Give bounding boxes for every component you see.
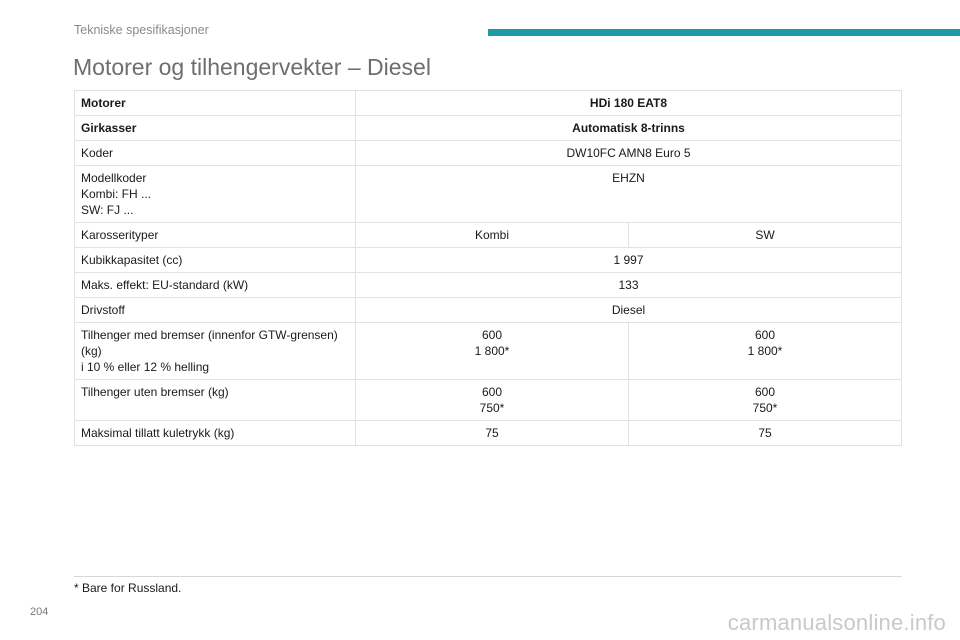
page-title: Motorer og tilhengervekter – Diesel [73, 54, 431, 80]
row-label-line: Kombi: FH ... [81, 187, 152, 201]
spec-table [74, 90, 902, 446]
table-row [75, 223, 902, 248]
row-value: Automatisk 8-trinns [356, 116, 902, 141]
page-number: 204 [30, 606, 49, 618]
row-label: Drivstoff [75, 298, 356, 323]
row-value: 133 [356, 273, 902, 298]
table-row [75, 166, 902, 223]
row-value: 1 997 [356, 248, 902, 273]
row-label: Maks. effekt: EU-standard (kW) [75, 273, 356, 298]
row-label: Motorer [75, 91, 356, 116]
footnote: * Bare for Russland. [74, 581, 182, 595]
sw-value-line: 600 [754, 385, 776, 399]
kombi-value-line: 600 [481, 328, 503, 342]
row-value: EHZN [356, 166, 902, 223]
table-row [75, 323, 902, 380]
kombi-value-line: 600 [481, 385, 503, 399]
table-row [75, 273, 902, 298]
table-row [75, 298, 902, 323]
row-label [75, 166, 356, 223]
row-label-line: (kg) [81, 344, 102, 358]
table-row [75, 116, 902, 141]
row-label: Tilhenger uten bremser (kg) [75, 380, 356, 421]
watermark: carmanualsonline.info [727, 610, 946, 635]
sw-value-line: 750* [752, 401, 778, 415]
table-row [75, 141, 902, 166]
kombi-value [356, 380, 629, 421]
sw-value [629, 323, 902, 380]
row-value: HDi 180 EAT8 [356, 91, 902, 116]
sw-value-line: 600 [754, 328, 776, 342]
kombi-value-line: 1 800* [474, 344, 510, 358]
table-row [75, 248, 902, 273]
row-value: DW10FC AMN8 Euro 5 [356, 141, 902, 166]
kombi-value [356, 323, 629, 380]
row-label: Koder [75, 141, 356, 166]
sw-value-line: 1 800* [747, 344, 783, 358]
header-accent-bar [488, 29, 960, 36]
row-value: Diesel [356, 298, 902, 323]
sw-value: SW [629, 223, 902, 248]
row-label: Kubikkapasitet (cc) [75, 248, 356, 273]
row-label: Maksimal tillatt kuletrykk (kg) [75, 421, 356, 446]
sw-value [629, 380, 902, 421]
kombi-value-line: 750* [479, 401, 505, 415]
row-label: Girkasser [75, 116, 356, 141]
sw-value: 75 [629, 421, 902, 446]
footnote-divider [74, 576, 902, 577]
kombi-value: 75 [356, 421, 629, 446]
row-label [75, 323, 356, 380]
row-label-line: Modellkoder [81, 171, 147, 185]
table-row [75, 380, 902, 421]
table-row [75, 91, 902, 116]
row-label: Karosserityper [75, 223, 356, 248]
kombi-value: Kombi [356, 223, 629, 248]
row-label-line: SW: FJ ... [81, 203, 134, 217]
row-label-line: Tilhenger med bremser (innenfor GTW-grensen) [81, 328, 338, 342]
section-header: Tekniske spesifikasjoner [74, 23, 209, 37]
row-label-line: i 10 % eller 12 % helling [81, 360, 210, 374]
table-row [75, 421, 902, 446]
